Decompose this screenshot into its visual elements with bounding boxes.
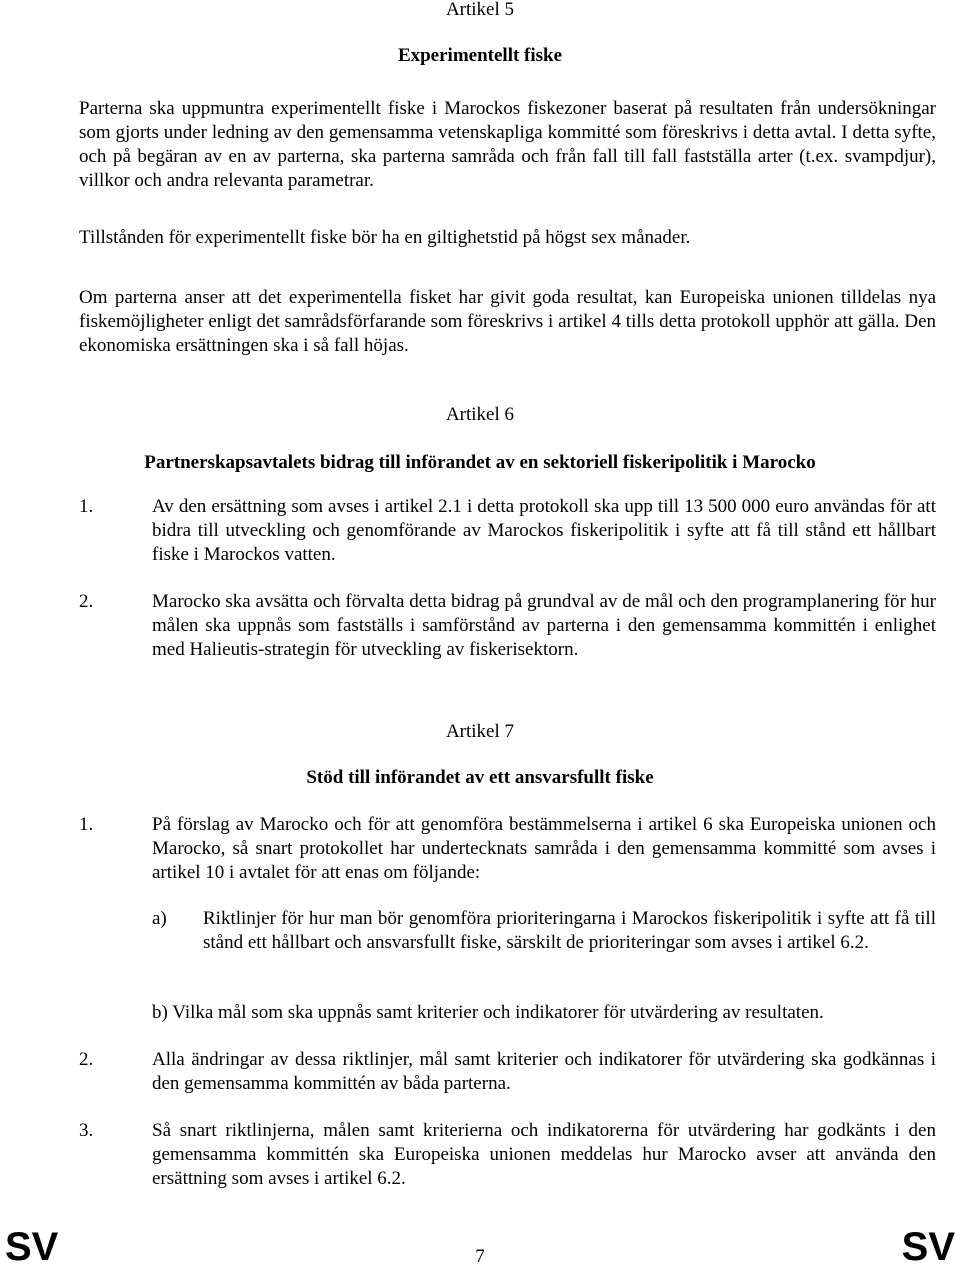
article-7-heading: Artikel 7 <box>445 721 515 742</box>
subitem-label: a) <box>152 908 167 929</box>
article-7-subitem-a <box>152 907 936 979</box>
article-6-heading: Artikel 6 <box>445 404 515 425</box>
article-7-item-1 <box>79 813 936 885</box>
item-text: På förslag av Marocko och för att genomföra bestämmelserna i artikel 6 ska Europeiska unionen och Marocko, så snart protokollet har undertecknats samråda i den gemensamma kommitté som avses i artikel 10 i avtalet för att enas om följande: <box>152 814 936 883</box>
item-text: Av den ersättning som avses i artikel 2.1 i detta protokoll ska upp till 13 500 000 euro användas för att bidra till utveckling och genomförande av Marockos fiskeripolitik i syfte att få till stånd ett hållbart fiske i Marockos vatten. <box>152 496 936 565</box>
article-7-subitem-b: b) Vilka mål som ska uppnås samt kriterier och indikatorer för utvärdering av resultaten. <box>152 1002 824 1023</box>
item-number: 3. <box>79 1120 94 1141</box>
article-5-paragraph-1: Parterna ska uppmuntra experimentellt fiske i Marockos fiskezoner baserat på resultaten från undersökningar som gjorts under ledning av den gemensamma vetenskapliga kommitté som föreskrivs i detta avtal. I detta syfte, och på begäran av en av parterna, ska parterna samråda och från fall till fall fastställa arter (t.ex. svampdjur), villkor och andra relevanta parametrar. <box>79 98 936 191</box>
article-5-heading: Artikel 5 <box>445 0 515 20</box>
article-7-item-3 <box>79 1119 936 1191</box>
item-number: 2. <box>79 1049 94 1070</box>
article-5-paragraph-2: Tillstånden för experimentellt fiske bör ha en giltighetstid på högst sex månader. <box>79 227 691 248</box>
article-5-paragraph-3: Om parterna anser att det experimentella fisket har givit goda resultat, kan Europeiska unionen tilldelas nya fiskemöjligheter enligt det samrådsförfarande som föreskrivs i artikel 4 tills detta protokoll upphör att gälla. Den ekonomiska ersättningen ska i så fall höjas. <box>79 287 936 356</box>
article-6-item-2 <box>79 590 936 686</box>
article-7-title: Stöd till införandet av ett ansvarsfullt fiske <box>306 767 654 788</box>
item-text: Alla ändringar av dessa riktlinjer, mål samt kriterier och indikatorer för utvärdering ska godkännas i den gemensamma kommittén av båda parterna. <box>152 1049 936 1094</box>
item-text: Marocko ska avsätta och förvalta detta bidrag på grundval av de mål och den programplanering för hur målen ska uppnås som fastställs i samförstånd av parterna i den gemensamma kommittén i enlighet med Halieutis-strategin för utveckling av fiskerisektorn. <box>152 591 936 660</box>
item-text: Så snart riktlinjerna, målen samt kriterierna och indikatorerna för utvärdering har godkänts i den gemensamma kommittén ska Europeiska unionen meddelas hur Marocko avser att använda den ersättning som avses i artikel 6.2. <box>152 1120 936 1189</box>
article-5-title: Experimentellt fiske <box>397 45 563 66</box>
article-7-item-2 <box>79 1048 936 1096</box>
page-number: 7 <box>475 1246 485 1267</box>
item-number: 2. <box>79 591 94 612</box>
footer-language-left: SV <box>5 1225 59 1269</box>
article-6-title: Partnerskapsavtalets bidrag till införandet av en sektoriell fiskeripolitik i Marocko <box>144 452 816 473</box>
subitem-text: Riktlinjer för hur man bör genomföra prioriteringarna i Marockos fiskeripolitik i syfte att få till stånd ett hållbart och ansvarsfullt fiske, särskilt de prioriteringar som avses i artikel 6.2. <box>203 908 936 953</box>
item-number: 1. <box>79 814 94 835</box>
item-number: 1. <box>79 496 94 517</box>
footer-language-right: SV <box>901 1225 955 1269</box>
article-6-item-1 <box>79 495 936 567</box>
